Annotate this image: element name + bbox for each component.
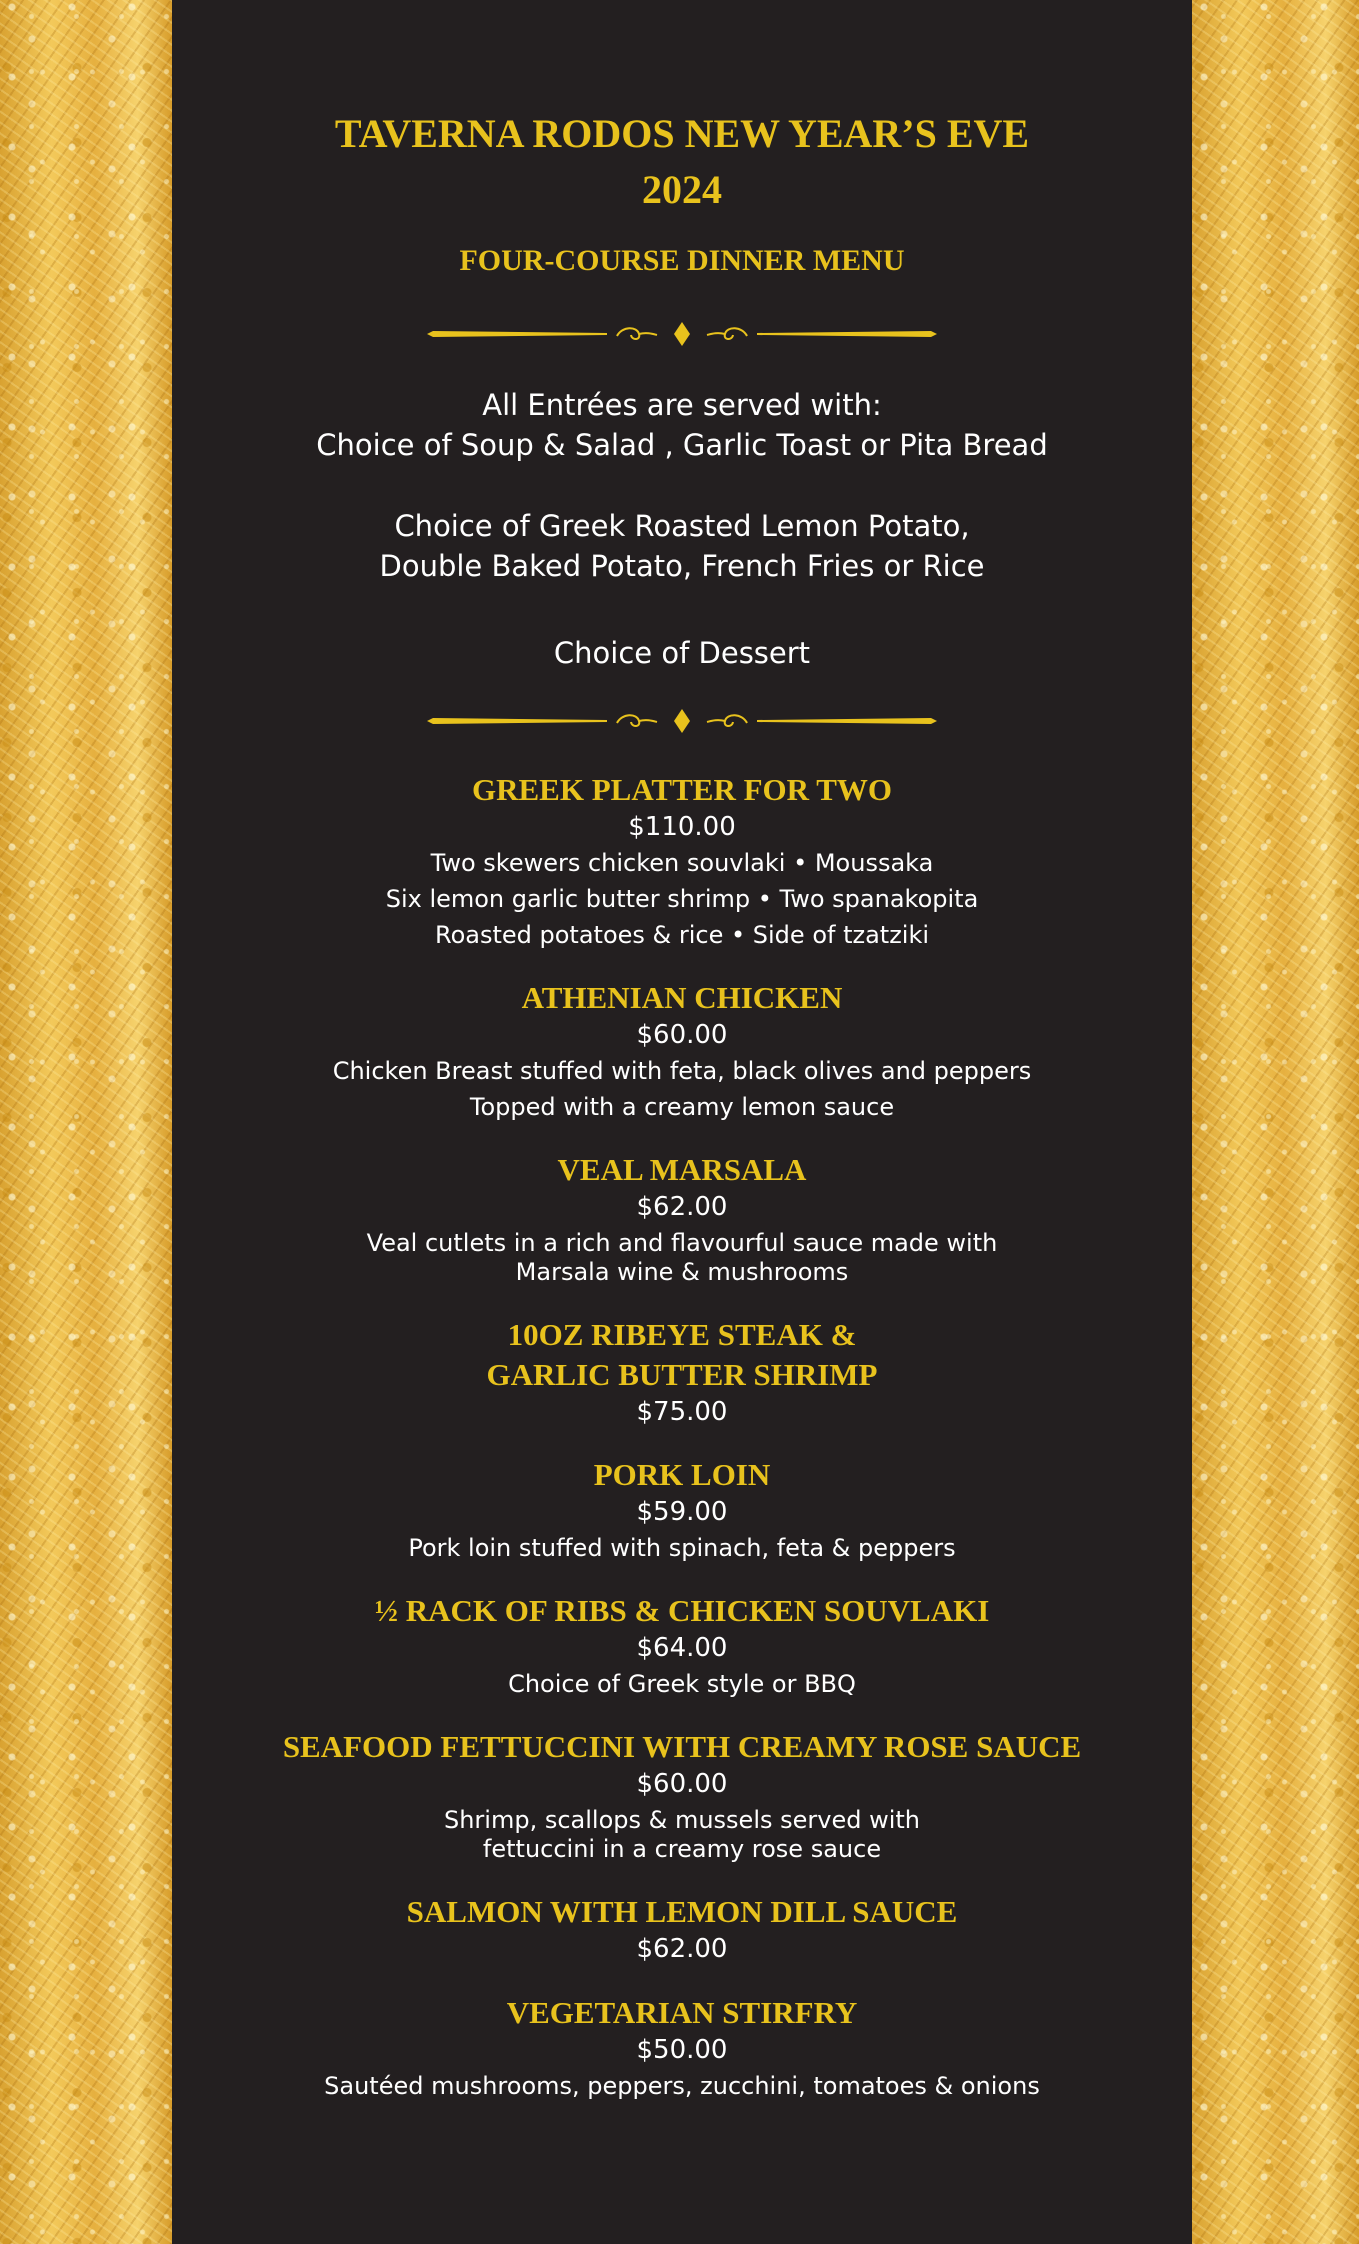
menu-item-description: Two skewers chicken souvlaki • Moussaka xyxy=(430,849,934,877)
menu-item-price: $59.00 xyxy=(636,1497,728,1527)
menu-item-description: Shrimp, scallops & mussels served with xyxy=(443,1806,921,1834)
menu-item-price: $50.00 xyxy=(636,2035,728,2065)
intro-potato-choice-2: Double Baked Potato, French Fries or Rice xyxy=(379,549,985,583)
menu-item-name: SEAFOOD FETTUCCINI WITH CREAMY ROSE SAUCE xyxy=(282,1729,1082,1764)
menu-item-price: $62.00 xyxy=(636,1192,728,1222)
menu-item-price: $75.00 xyxy=(636,1397,728,1427)
menu-item-name: GARLIC BUTTER SHRIMP xyxy=(486,1357,878,1392)
intro-soup-salad: Choice of Soup & Salad , Garlic Toast or Pita Bread xyxy=(316,428,1048,462)
ornament-divider-top xyxy=(427,322,937,346)
menu-item-price: $60.00 xyxy=(636,1020,728,1050)
menu-item-description: Topped with a creamy lemon sauce xyxy=(469,1093,895,1121)
intro-potato-choice-1: Choice of Greek Roasted Lemon Potato, xyxy=(394,509,970,543)
menu-item-description: Marsala wine & mushrooms xyxy=(515,1258,849,1286)
ornament-divider-middle xyxy=(427,709,937,733)
menu-item-name: VEGETARIAN STIRFRY xyxy=(506,1995,858,2030)
menu-item-description: fettuccini in a creamy rose sauce xyxy=(482,1835,882,1863)
menu-item-price: $110.00 xyxy=(628,812,736,842)
menu-item-price: $62.00 xyxy=(636,1934,728,1964)
menu-item-name: ½ RACK OF RIBS & CHICKEN SOUVLAKI xyxy=(374,1593,990,1628)
menu-item-description: Chicken Breast stuffed with feta, black olives and peppers xyxy=(332,1057,1032,1085)
menu-item-description: Sautéed mushrooms, peppers, zucchini, tomatoes & onions xyxy=(324,2072,1040,2100)
intro-entrees-served: All Entrées are served with: xyxy=(482,388,882,422)
menu-item-name: GREEK PLATTER FOR TWO xyxy=(472,772,892,807)
menu-item-description: Six lemon garlic butter shrimp • Two spanakopita xyxy=(385,885,979,913)
menu-item-name: ATHENIAN CHICKEN xyxy=(521,980,843,1015)
intro-dessert: Choice of Dessert xyxy=(553,636,811,670)
menu-item-description: Pork loin stuffed with spinach, feta & peppers xyxy=(408,1534,956,1562)
gold-glitter-border-left xyxy=(0,0,172,2244)
menu-item-price: $64.00 xyxy=(636,1633,728,1663)
menu-item-name: SALMON WITH LEMON DILL SAUCE xyxy=(406,1894,958,1929)
gold-glitter-border-right xyxy=(1192,0,1359,2244)
menu-item-description: Choice of Greek style or BBQ xyxy=(508,1670,856,1698)
menu-item-name: PORK LOIN xyxy=(593,1457,771,1492)
menu-item-name: VEAL MARSALA xyxy=(557,1152,807,1187)
menu-item-price: $60.00 xyxy=(636,1769,728,1799)
menu-subtitle: FOUR-COURSE DINNER MENU xyxy=(459,244,905,277)
menu-item-description: Roasted potatoes & rice • Side of tzatziki xyxy=(434,921,930,949)
menu-item-name: 10OZ RIBEYE STEAK & xyxy=(507,1317,857,1352)
menu-title-line2: 2024 xyxy=(642,167,722,212)
menu-title-line1: TAVERNA RODOS NEW YEAR’S EVE xyxy=(334,111,1030,156)
menu-item-description: Veal cutlets in a rich and flavourful sauce made with xyxy=(366,1229,998,1257)
menu-panel xyxy=(172,0,1192,2244)
